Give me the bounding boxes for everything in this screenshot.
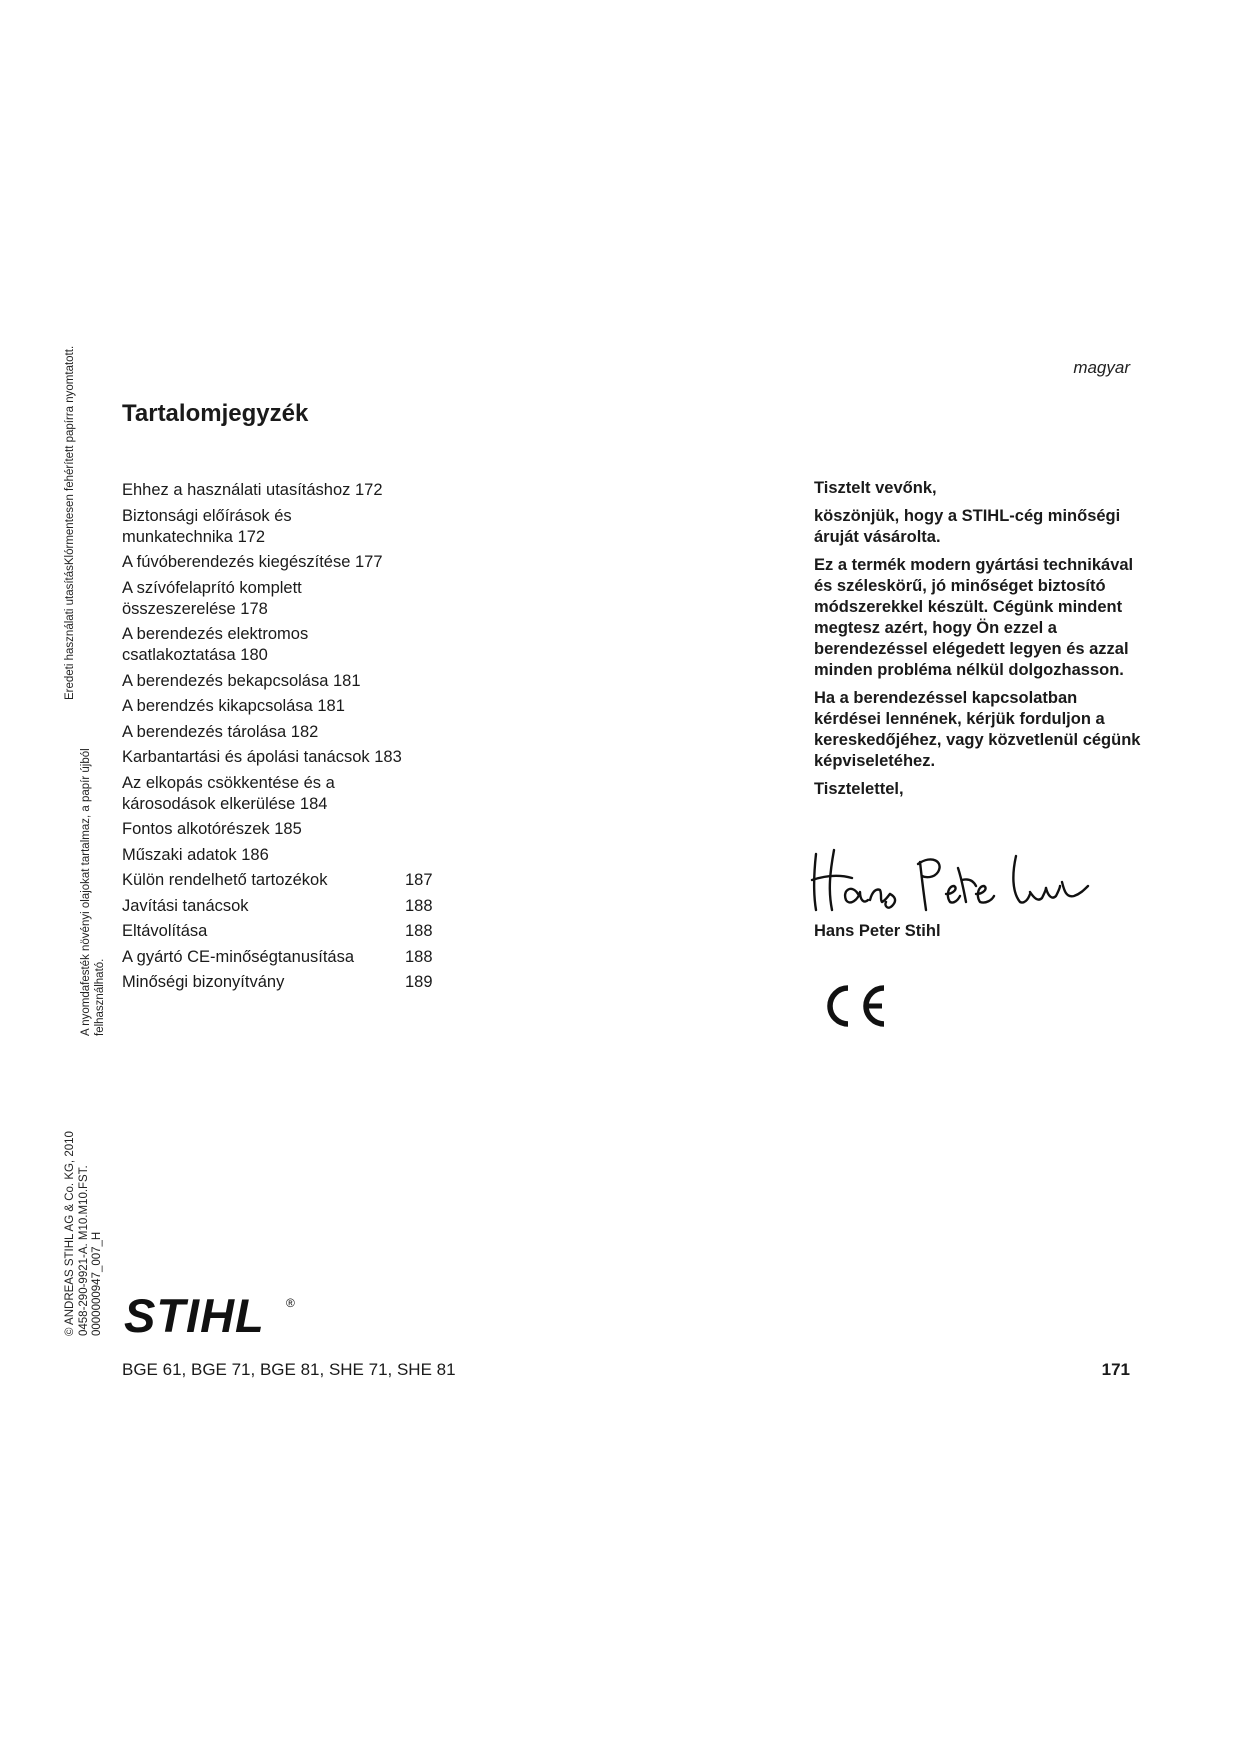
ce-mark-icon [820, 982, 890, 1030]
toc-item-line: munkatechnika 172 [122, 527, 266, 546]
toc-item-page: 189 [405, 973, 433, 991]
stihl-logo-text: STIHL [124, 1292, 265, 1338]
toc-item-text: Javítási tanácsok [122, 896, 249, 915]
toc-item [122, 747, 452, 768]
copyright-line-3: 0000000947_007_H [91, 1231, 103, 1336]
toc-item-line: Karbantartási és ápolási tanácsok 183 [122, 748, 402, 766]
toc-item-line: csatlakoztatása 180 [122, 646, 268, 664]
toc-item-line: A berendzés kikapcsolása 181 [122, 697, 345, 715]
toc-item [122, 921, 452, 942]
letter-closing: Tisztelettel, [814, 780, 904, 798]
toc-item [122, 722, 452, 743]
toc-title: Tartalomjegyzék [122, 400, 309, 427]
toc-item-text: Minőségi bizonyítvány [122, 973, 285, 991]
copyright-line-2: 0458-290-9921-A. M10.M10.FST. [77, 1165, 90, 1336]
toc-item [122, 972, 452, 993]
toc-item [122, 624, 452, 666]
toc-item-line: A berendezés tárolása 182 [122, 722, 319, 741]
letter-paragraph: Ez a termék modern gyártási technikával és széleskörű, jó minőséget biztosító módszerekkel készült. Cégünk mindent megtesz azért, hogy Ön ezzel a berendezéssel elégedett legyen és azzal minden probléma nélkül dolgozhasson. [814, 556, 1134, 679]
toc-item [122, 480, 452, 501]
toc-item-text: Eltávolítása [122, 922, 208, 940]
toc-item-line: Az elkopás csökkentése és a [122, 773, 335, 792]
toc-item [122, 870, 452, 891]
toc-item-text: Külön rendelhető tartozékok [122, 871, 328, 889]
signature-image [808, 844, 1098, 916]
toc-item-line: károsodások elkerülése 184 [122, 794, 328, 813]
toc-item-line: A fúvóberendezés kiegészítése 177 [122, 553, 383, 571]
toc-item-page: 187 [405, 871, 433, 889]
toc-item-line: Fontos alkotórészek 185 [122, 820, 302, 838]
welcome-letter [814, 478, 1144, 807]
toc-item-page: 188 [405, 896, 433, 915]
toc-item [122, 552, 452, 573]
copyright-line-1: © ANDREAS STIHL AG & Co. KG, 2010 [64, 1131, 76, 1336]
toc-item-line: A szívófelaprító komplett [122, 578, 302, 597]
toc-item [122, 671, 452, 692]
toc-item-line: Műszaki adatok 186 [122, 845, 269, 864]
paper-note [80, 748, 107, 1036]
stihl-logo [120, 1292, 310, 1338]
language-label: magyar [1073, 358, 1130, 377]
letter-paragraph: Ha a berendezéssel kapcsolatban kérdései lennének, kérjük forduljon a kereskedőjéhez, vagy közvetlenül cégünk képviseletéhez. [814, 689, 1141, 770]
toc-item [122, 896, 452, 917]
toc-item-line: összeszerelése 178 [122, 599, 268, 618]
page-number: 171 [1101, 1360, 1130, 1379]
table-of-contents [122, 480, 452, 998]
registered-mark: ® [286, 1296, 295, 1310]
letter-greeting: Tisztelt vevőnk, [814, 479, 937, 497]
toc-item-text: A gyártó CE-minőségtanusítása [122, 947, 355, 966]
toc-item [122, 696, 452, 717]
toc-item [122, 773, 452, 815]
toc-item [122, 506, 452, 548]
paper-note-line-3: felhasználható. [93, 958, 106, 1036]
toc-item-page: 188 [405, 922, 433, 940]
toc-item-line: A berendezés bekapcsolása 181 [122, 671, 361, 690]
letter-paragraph: köszönjük, hogy a STIHL-cég minőségi áruját vásárolta. [814, 507, 1121, 546]
copyright-note [64, 1131, 105, 1336]
toc-item-page: 188 [405, 947, 433, 966]
paper-note-line-1: Eredeti használati utasításKlórmentesen fehérített papírra nyomtatott. [64, 345, 76, 700]
toc-item [122, 578, 452, 620]
paper-note-line-2: A nyomdafesték növényi olajokat tartalmaz, a papír újból [80, 748, 92, 1036]
toc-item [122, 845, 452, 866]
toc-item-line: Biztonsági előírások és [122, 506, 292, 525]
toc-item [122, 819, 452, 840]
signer-name: Hans Peter Stihl [814, 922, 941, 940]
toc-item-line: A berendezés elektromos [122, 625, 309, 643]
toc-item [122, 947, 452, 968]
toc-item-line: Ehhez a használati utasításhoz 172 [122, 481, 383, 499]
footer-models: BGE 61, BGE 71, BGE 81, SHE 71, SHE 81 [122, 1360, 456, 1379]
